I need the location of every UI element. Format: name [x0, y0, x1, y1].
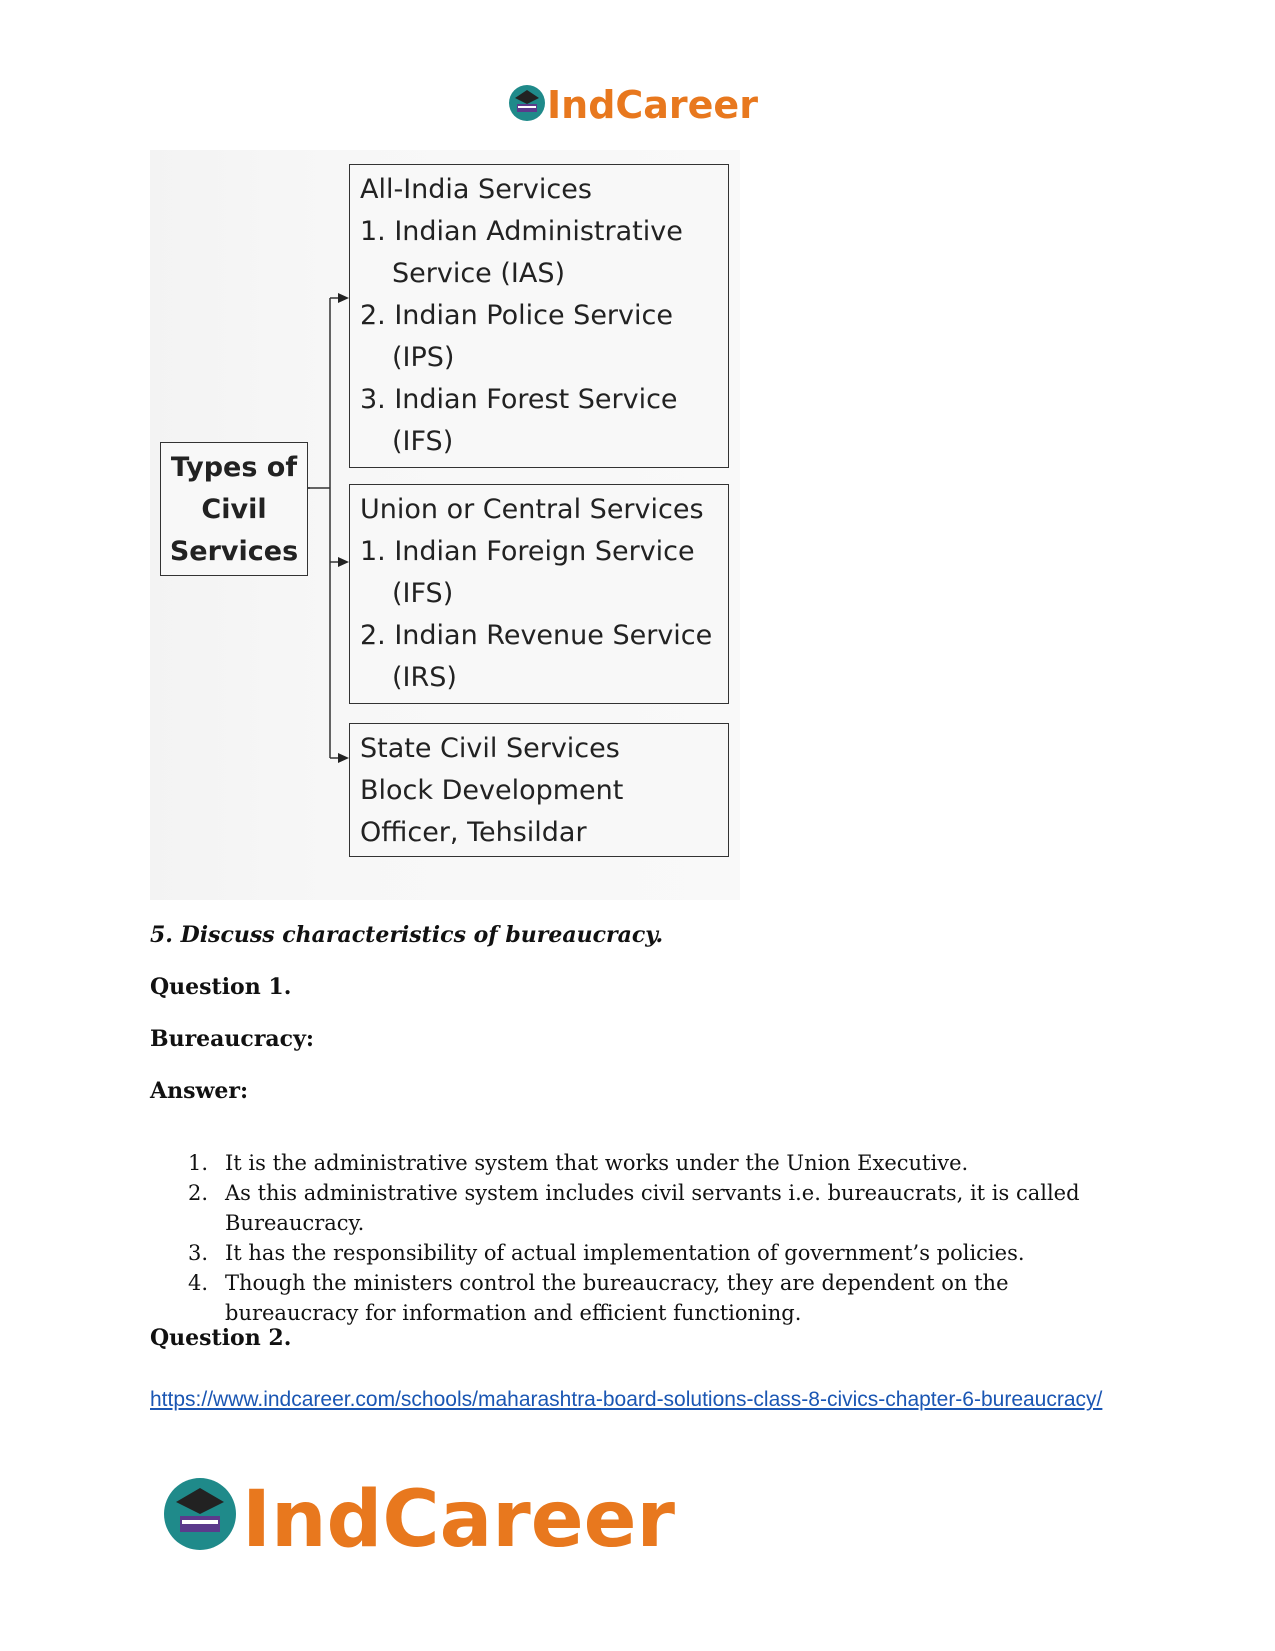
list-item-cont: Service (IAS) [392, 258, 566, 289]
indcareer-logo-top [505, 80, 775, 126]
logo-text: IndCareer [242, 1475, 675, 1558]
question-2-label: Question 2. [150, 1325, 292, 1351]
list-text: It has the responsibility of actual implementation of government’s policies. [225, 1241, 1025, 1265]
list-item: 1. Indian Administrative [360, 216, 683, 247]
root-line-1: Types of [170, 452, 298, 483]
list-item: 1. Indian Foreign Service [360, 536, 695, 567]
civil-services-diagram [150, 150, 740, 900]
list-number: 1. [188, 1151, 209, 1175]
list-number: 3. [188, 1241, 209, 1265]
list-number: 4. [188, 1271, 209, 1295]
box-title: Union or Central Services [360, 494, 704, 525]
indcareer-logo-icon [160, 1468, 700, 1558]
root-line-2: Civil [201, 494, 267, 525]
topic-label: Bureaucracy: [150, 1026, 314, 1052]
list-text: As this administrative system includes civil servants i.e. bureaucrats, it is called Bureaucracy. [225, 1181, 1080, 1235]
list-text: Though the ministers control the bureaucracy, they are dependent on the bureaucracy for information and efficient functioning. [225, 1271, 1009, 1325]
list-text: It is the administrative system that works under the Union Executive. [225, 1151, 969, 1175]
logo-text: IndCareer [547, 83, 758, 126]
list-item-cont: (IFS) [392, 578, 454, 609]
box-title: All-India Services [360, 174, 592, 205]
list-item-cont: (IFS) [392, 426, 454, 457]
answer-label: Answer: [150, 1078, 249, 1104]
list-item [150, 1178, 1130, 1238]
state-civil-services-box [349, 723, 729, 857]
answer-list [150, 1148, 1130, 1328]
root-line-3: Services [169, 536, 299, 567]
types-of-civil-services-box [160, 442, 308, 576]
section-heading: 5. Discuss characteristics of bureaucracy. [150, 922, 664, 948]
union-central-services-box [349, 484, 729, 704]
indcareer-logo-bottom [160, 1468, 700, 1558]
indcareer-logo-icon [505, 80, 775, 126]
list-item [150, 1268, 1130, 1328]
list-item: 3. Indian Forest Service [360, 384, 678, 415]
box-title: State Civil Services [360, 733, 620, 764]
list-item-cont: (IRS) [392, 662, 457, 693]
list-number: 2. [188, 1181, 209, 1205]
list-item: Block Development [360, 775, 624, 806]
list-item [150, 1238, 1130, 1268]
question-1-label: Question 1. [150, 974, 292, 1000]
list-item: 2. Indian Police Service [360, 300, 673, 331]
list-item-cont: (IPS) [392, 342, 455, 373]
list-item: Officer, Tehsildar [360, 817, 587, 848]
list-item: 2. Indian Revenue Service [360, 620, 713, 651]
source-link[interactable]: https://www.indcareer.com/schools/maharashtra-board-solutions-class-8-civics-chapter-6-bureaucracy/ [150, 1388, 1103, 1411]
list-item [150, 1148, 1130, 1178]
all-india-services-box [349, 164, 729, 468]
